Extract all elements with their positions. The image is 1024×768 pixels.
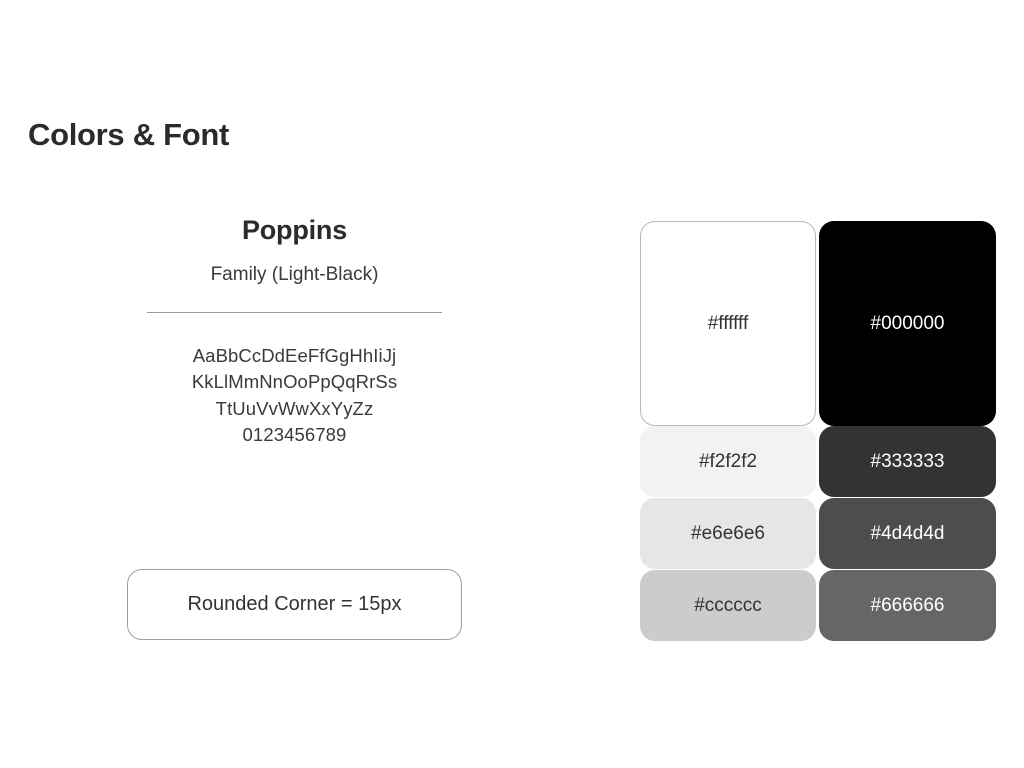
rounded-corner-note [127,569,462,640]
rounded-corner-label: Rounded Corner = 15px [187,593,402,615]
horizontal-divider [147,312,442,313]
color-swatch-666666 [819,570,996,641]
color-swatch-label: #333333 [870,450,945,472]
color-swatch-label: #f2f2f2 [698,450,758,472]
color-swatch-000000 [819,221,996,426]
color-swatch-label: #666666 [870,594,945,616]
color-swatch-label: #cccccc [694,594,762,616]
font-name: Poppins [241,215,348,245]
color-swatch-label: #4d4d4d [870,522,945,544]
color-swatch-f2f2f2 [640,426,816,497]
color-swatch-e6e6e6 [640,498,816,569]
font-specimen-block [147,215,442,448]
color-swatch-label: #ffffff [707,312,749,334]
color-swatch-4d4d4d [819,498,996,569]
specimen-line: TtUuVvWwXxYyZz [215,397,374,419]
specimen-line: AaBbCcDdEeFfGgHhIiJj [192,345,397,366]
color-swatch-ffffff [640,221,816,426]
color-swatch-cccccc [640,570,816,641]
page-title: Colors & Font [28,117,230,152]
color-swatch-label: #000000 [870,312,945,334]
font-specimen-lines [147,343,442,448]
specimen-line: 0123456789 [242,423,347,445]
color-swatch-label: #e6e6e6 [691,522,765,544]
color-palette-grid [640,221,996,645]
font-family-label: Family (Light-Black) [210,264,379,285]
specimen-line: KkLlMmNnOoPpQqRrSs [191,371,398,393]
color-swatch-333333 [819,426,996,497]
